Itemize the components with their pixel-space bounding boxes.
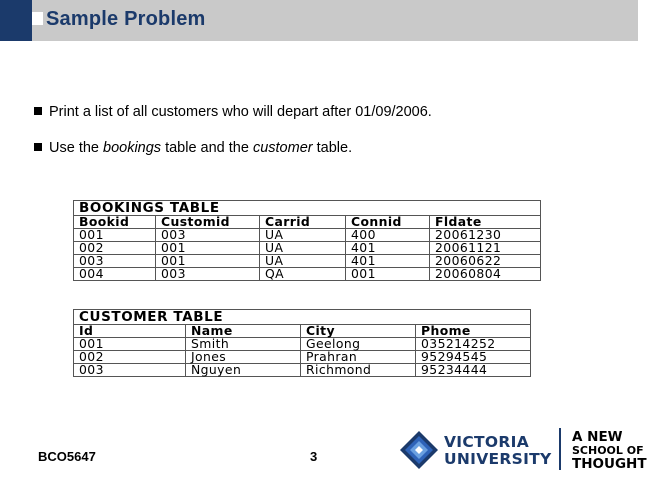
table-cell: 95294545	[416, 351, 531, 364]
title-accent-block	[0, 0, 32, 41]
table-cell: 20061121	[430, 242, 541, 255]
table-cell: Smith	[186, 338, 301, 351]
table-cell: 401	[346, 242, 430, 255]
table-cell: 001	[346, 268, 430, 281]
page-number: 3	[310, 449, 318, 464]
table-row	[74, 364, 531, 377]
table-cell: Geelong	[301, 338, 416, 351]
table-cell: UA	[260, 255, 346, 268]
bullet-text: table.	[312, 140, 353, 156]
bullet-text: Print a list of all customers who will depart after 01/09/2006.	[49, 104, 432, 120]
table-cell: Nguyen	[186, 364, 301, 377]
bullet-item	[34, 104, 432, 120]
table-cell: 001	[74, 229, 156, 242]
bullet-square-icon	[34, 143, 42, 151]
table-cell: 001	[156, 255, 260, 268]
table-cell: 20060622	[430, 255, 541, 268]
bullet-text: Use the	[49, 140, 103, 156]
table-cell: 001	[156, 242, 260, 255]
column-header: Carrid	[260, 216, 346, 229]
table-cell: QA	[260, 268, 346, 281]
table-row	[74, 268, 541, 281]
table-cell: 400	[346, 229, 430, 242]
table-cell: 003	[156, 268, 260, 281]
table-cell: 002	[74, 242, 156, 255]
bullet-item	[34, 140, 352, 156]
table-cell: 003	[156, 229, 260, 242]
table-cell: Prahran	[301, 351, 416, 364]
column-header: Id	[74, 325, 186, 338]
bullet-emphasis: customer	[252, 140, 313, 156]
bookings-table	[73, 200, 541, 281]
tagline-line: A NEW	[572, 429, 623, 445]
column-header: Connid	[346, 216, 430, 229]
wordmark-line: VICTORIA	[444, 433, 529, 451]
column-header: Bookid	[74, 216, 156, 229]
slide-title: Sample Problem	[46, 8, 206, 30]
bullet-text: table and the	[161, 140, 253, 156]
bullet-emphasis: bookings	[103, 140, 162, 156]
logo-divider	[559, 428, 561, 470]
course-code: BCO5647	[38, 449, 96, 464]
university-wordmark	[444, 434, 552, 468]
table-cell: 20061230	[430, 229, 541, 242]
table-cell: UA	[260, 242, 346, 255]
table-cell: Jones	[186, 351, 301, 364]
table-cell: 035214252	[416, 338, 531, 351]
column-header: Phome	[416, 325, 531, 338]
table-cell: 95234444	[416, 364, 531, 377]
victoria-university-logo-icon	[399, 430, 439, 470]
table-cell: 003	[74, 364, 186, 377]
bullet-square-icon	[34, 107, 42, 115]
tagline-line: THOUGHT	[572, 456, 647, 472]
title-bullet-square	[32, 12, 43, 25]
table-cell: Richmond	[301, 364, 416, 377]
column-header: Fldate	[430, 216, 541, 229]
table-cell: 401	[346, 255, 430, 268]
wordmark-line: UNIVERSITY	[444, 450, 552, 468]
table-cell: 003	[74, 255, 156, 268]
table-caption: BOOKINGS TABLE	[74, 201, 541, 216]
school-tagline	[572, 430, 647, 472]
table-cell: 002	[74, 351, 186, 364]
column-header: Name	[186, 325, 301, 338]
table-cell: 20060804	[430, 268, 541, 281]
tagline-line: SCHOOL OF	[572, 444, 644, 457]
table-cell: UA	[260, 229, 346, 242]
column-header: Customid	[156, 216, 260, 229]
table-cell: 004	[74, 268, 156, 281]
table-cell: 001	[74, 338, 186, 351]
customer-table	[73, 309, 531, 377]
table-caption: CUSTOMER TABLE	[74, 310, 531, 325]
column-header: City	[301, 325, 416, 338]
